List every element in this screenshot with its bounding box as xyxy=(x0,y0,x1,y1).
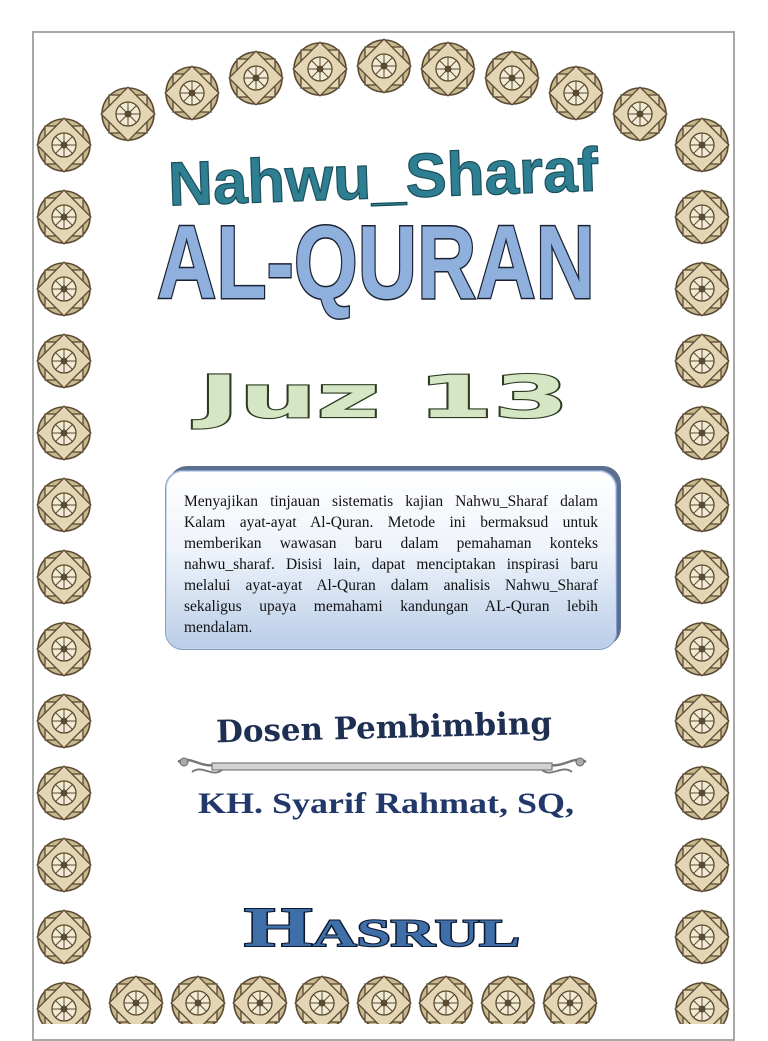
supervisor-label: Dosen Pembimbing xyxy=(215,705,554,751)
author-name: Hasrul xyxy=(244,897,520,959)
title-main: AL-QURAN xyxy=(157,205,595,321)
description-text: Menyajikan tinjauan sistematis kajian Nahwu_Sharaf dalam Kalam ayat-ayat Al-Quran. Metode ini bermaksud untuk memberikan wawasan baru dalam pemahaman konteks nahwu_sharaf. Disisi lain, dapat menciptakan inspirasi baru melalui ayat-ayat Al-Quran dalam analisis Nahwu_Sharaf sekaligus upaya memahami kandungan AL-Quran lebih mendalam. xyxy=(184,493,598,636)
scroll-divider-icon xyxy=(172,752,592,782)
title-top: Nahwu_Sharaf xyxy=(167,135,600,220)
juz-label: Juz 13 xyxy=(191,363,569,431)
supervisor-name: KH. Syarif Rahmat, SQ, xyxy=(198,787,574,820)
description-box xyxy=(165,470,617,650)
